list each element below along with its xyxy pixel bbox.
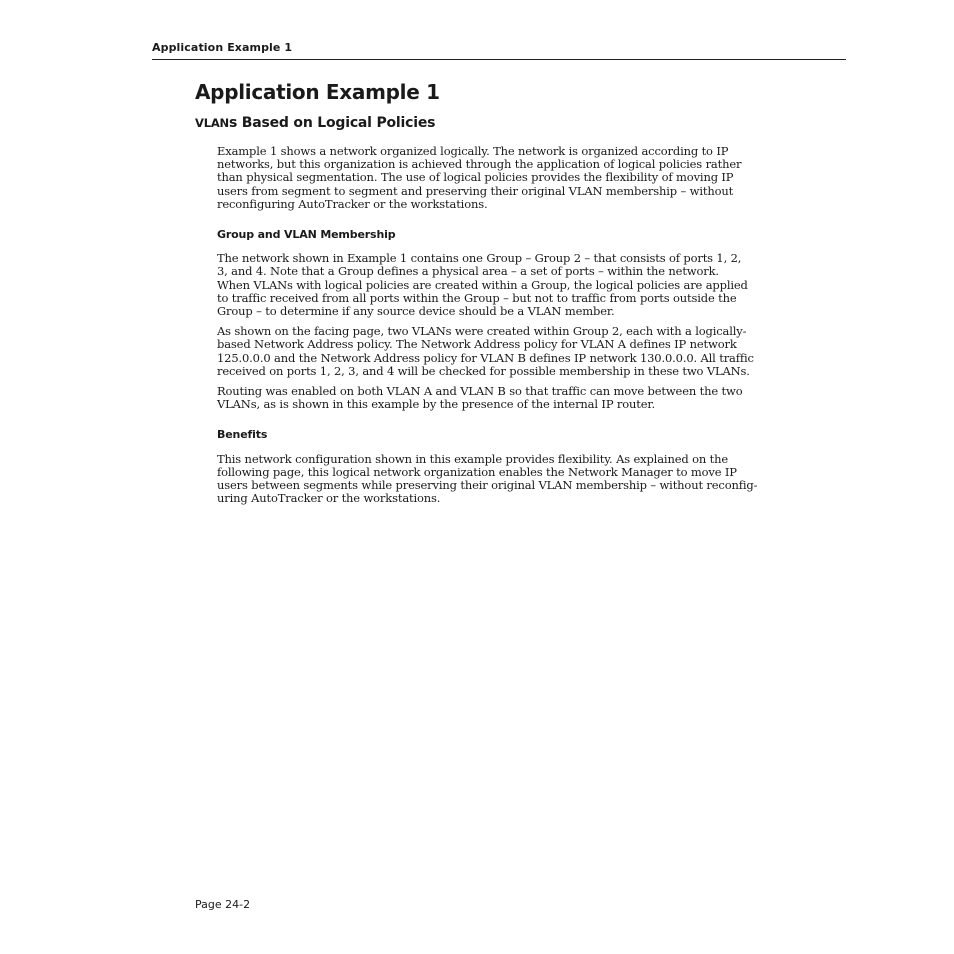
text-line: VLANs, as is shown in this example by the presence of the internal IP router. (217, 397, 656, 412)
text-line: users between segments while preserving their original VLAN membership – without reconfig- (217, 478, 758, 493)
text-line: The network shown in Example 1 contains one Group – Group 2 – that consists of ports 1, 2, (217, 251, 742, 266)
group-membership-heading: Group and VLAN Membership (217, 228, 396, 242)
text-line: received on ports 1, 2, 3, and 4 will be checked for possible membership in these two VLANs. (217, 363, 750, 378)
text-line: Group – to determine if any source device should be a VLAN member. (217, 304, 615, 319)
group-paragraph-1 (217, 252, 762, 318)
running-header: Application Example 1 (152, 41, 293, 54)
text-line: 125.0.0.0 and the Network Address policy for VLAN B defines IP network 130.0.0.0. All traffic (217, 350, 754, 365)
benefits-heading: Benefits (217, 428, 268, 442)
text-line: When VLANs with logical policies are created within a Group, the logical policies are applied (217, 277, 748, 292)
text-line: than physical segmentation. The use of logical policies provides the flexibility of moving IP (217, 170, 734, 185)
section-title-acronym: VLAN (195, 116, 229, 130)
section-title (195, 115, 435, 131)
page-number: Page 24-2 (195, 898, 251, 911)
section-title-rest: s Based on Logical Policies (228, 115, 436, 131)
header-rule (152, 59, 846, 60)
text-line: uring AutoTracker or the workstations. (217, 491, 441, 506)
text-line: Example 1 shows a network organized logically. The network is organized according to IP (217, 144, 729, 158)
content-body (217, 145, 762, 512)
intro-paragraph (217, 145, 762, 211)
text-line: following page, this logical network organization enables the Network Manager to move IP (217, 464, 737, 479)
page-title: Application Example 1 (195, 80, 440, 104)
text-line: based Network Address policy. The Network Address policy for VLAN A defines IP network (217, 337, 737, 352)
text-line: Routing was enabled on both VLAN A and VLAN B so that traffic can move between the two (217, 384, 743, 399)
group-paragraph-3 (217, 385, 762, 411)
benefits-paragraph (217, 453, 762, 506)
text-line: reconfiguring AutoTracker or the workstations. (217, 196, 488, 211)
text-line: users from segment to segment and preserving their original VLAN membership – without (217, 183, 734, 198)
group-paragraph-2 (217, 325, 762, 378)
text-line: to traffic received from all ports within the Group – but not to traffic from ports outside the (217, 290, 737, 305)
text-line: 3, and 4. Note that a Group defines a physical area – a set of ports – within the network. (217, 264, 719, 279)
text-line: networks, but this organization is achieved through the application of logical policies rather (217, 157, 742, 172)
text-line: As shown on the facing page, two VLANs were created within Group 2, each with a logically- (217, 324, 747, 339)
text-line: This network configuration shown in this example provides flexibility. As explained on the (217, 451, 728, 466)
